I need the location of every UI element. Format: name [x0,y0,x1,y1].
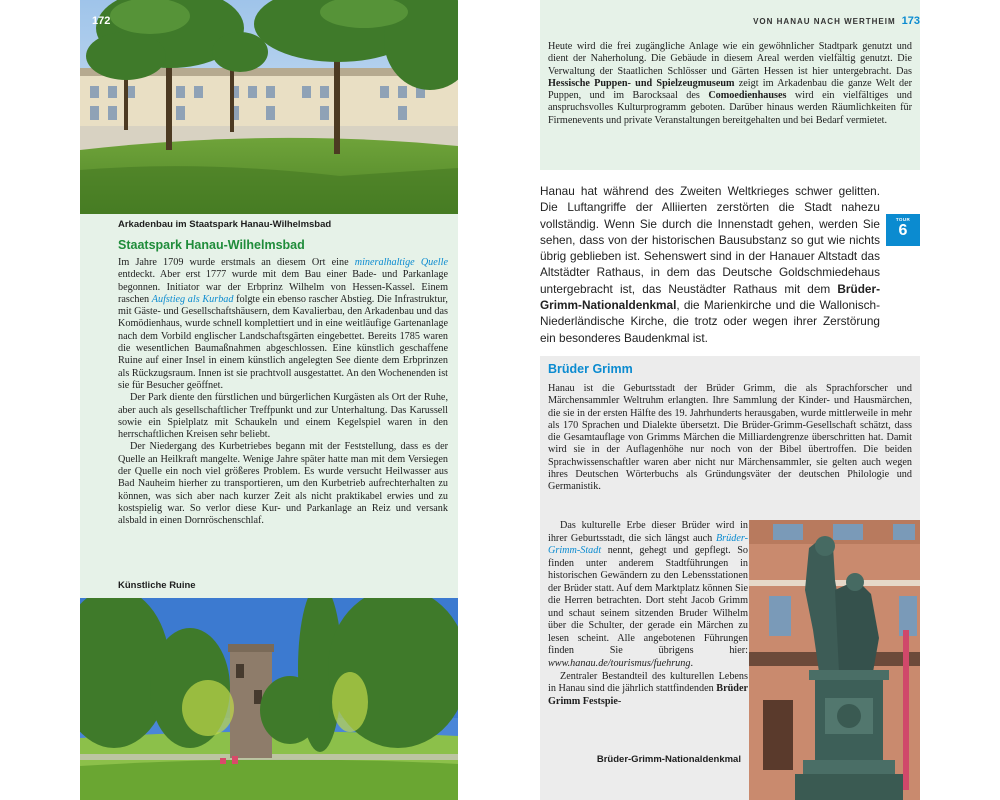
left-page [80,0,460,800]
box-title-staatspark: Staatspark Hanau-Wilhelmsbad [118,238,305,252]
text-bold: Comoedienhauses [708,90,787,102]
main-text-hanau [540,183,880,346]
text-run: Im Jahre 1709 wurde erstmals an diesem Ort eine [118,257,355,268]
box-body-grimm-column [548,520,748,708]
paragraph [118,392,448,441]
box-body-continued [548,41,912,127]
text-run: Hanau hat während des Zweiten Weltkrieges schwer gelitten. Die Luftangriffe der Alliierten zerstörten die Stadt nahezu vollständig. Wenn Sie durch die Innenstadt gehen, werden Sie sehen, dass von der historischen Bausubstanz so gut wie nichts übrig geblieben ist. Sehenswert sind in der Hanauer Altstadt das Altstädter Rathaus, in dem das Deutsche Goldschmiedehaus untergebracht ist, das Neustädter Rathaus mit dem [540,184,880,296]
text-run: wird ein vielfältiges und anspruchsvolles Kulturprogramm geboten. Darüber hinaus werden Räumlichkeiten für Firmenevents und private Veranstaltungen bereitgehalten und bei Bedarf vermietet. [548,90,912,126]
page-number: 172 [92,15,111,27]
text-run: Der Park diente den fürstlichen und bürgerlichen Kurgästen als Ort der Ruhe, aber auch als gesellschaftlicher Treffpunkt und zur Unterhaltung. Das Karussell sowie ein Spielplatz mit Schaukeln und einem Kegelspiel waren in den herrschaftlichen Kreisen sehr beliebt. [118,392,448,441]
running-header-text: VON HANAU NACH WERTHEIM [753,17,896,26]
text-run: Heute wird die frei zugängliche Anlage wie ein gewöhnlicher Stadtpark genutzt und dient der Naherholung. Die Gebäude in diesem Areal werden vielfältig genutzt. Die Verwaltung der Staatlichen Schlösser und Gärten Hessen ist hier untergebracht. Das [548,41,912,77]
photo-grimm-denkmal [749,520,920,800]
paragraph [548,520,748,671]
text-run: zeigt im Arkadenbau die ganze Welt der Puppen, und im Barocksaal des [548,77,912,102]
running-header [540,15,920,27]
paragraph [118,257,448,392]
box-title-brueder-grimm: Brüder Grimm [548,362,633,376]
right-page [540,0,920,800]
text-run: nennt, gehegt und gepflegt. So finden unter anderem Stadtführungen in historischen Gewändern zu den Lebensstationen der Brüder statt. Auf dem Marktplatz können Sie die Herren betrachten. Dort steht Jacob Grimm und schaut seinem sitzenden Bruder Wilhelm über die Schulter, der gerade ein Märchen zu lesen scheint. Alle angebotenen Führungen finden Sie übrigens hier: [548,545,748,657]
text-run: Das kulturelle Erbe dieser Brüder wird in ihrer Geburtsstadt, die sich längst auch [548,520,748,544]
page-number: 173 [901,15,920,27]
photo-kuenstliche-ruine [80,598,458,800]
paragraph [548,671,748,709]
text-run: Hanau ist die Geburtsstadt der Brüder Grimm, die als Sprachforscher und Märchensammler Weltruhm erlangten. Ihre Sammlung der Kinder- und Hausmärchen, die sie in der ersten Hälfte des 19. Jahrhunderts herausgaben, wurde mittlerweile in mehr als 170 Sprachen und Dialekte übersetzt. Die Brüder-Grimm-Gesellschaft schätzt, dass die Gesamtauflage von Grimms Märchen die Milliardengrenze überschritten hat. Damit wird sie in der Auflagenhöhe nur noch von der Bibel übertroffen. Die beiden Sprachwissenschaftler waren aber nicht nur Märchensammler, sie gelten auch wegen ihres Deutschen Wörterbuchs als Gründungsväter der deutschen Philologie und Germanistik. [548,383,912,493]
tour-tab-number: 6 [898,222,908,239]
photo-caption-ruine: Künstliche Ruine [118,580,196,591]
text-run: folgte ein ebenso rascher Abstieg. Die Infrastruktur, mit Gäste- und Gesellschaftshäusern, dem Kavalierbau, den Arkadenbau und das Komödienhaus, wurde schnell komplettiert und in eine weitläufige Gartenanlage nach dem Vorbild englischer Landschaftsgärten eingebettet. Bereits 1785 waren die wesentlichen Baumaßnahmen abgeschlossen. Eine künstlich geschaffene Ruine auf einer Insel in einem künstlich angelegten See diente dem Erbprinzen als Rückzugsraum. Innen ist sie prachtvoll ausgestattet. An den Wochenenden ist sie für Besucher geöffnet. [118,293,448,391]
text-highlight: mineralhaltige Quelle [354,257,448,268]
text-run: Der Niedergang des Kurbetriebes begann mit der Feststellung, dass es der Quelle an Heilkraft mangelte. Wenige Jahre später hatte man mit dem Versiegen der Quelle ein noch viel größeres Problem. Es wurde versucht Heilwasser aus Bad Nauheim hierher zu transportieren, um den Kurbetrieb aufrechterhalten zu können, was sich aber nach kurzer Zeit als nicht praktikabel erwies und zu kostspielig war. So verlor diese Kur- und Parkanlage an Reiz und versank alsbald in einen Dornröschenschlaf. [118,441,448,527]
text-bold: Brüder Grimm Festspie- [548,683,748,707]
text-bold: Brüder-Grimm-Nationaldenkmal [540,281,880,313]
text-run: entdeckt. Aber erst 1777 wurde mit dem Bau einer Bade- und Parkanlage begonnen. Initiator war der Erbprinz Wilhelm von Hessen-Kassel. Einem raschen [118,269,448,305]
photo-arkadenbau [80,0,458,214]
tour-tab [886,214,920,246]
text-bold: Hessische Puppen- und Spielzeugmuseum [548,77,735,89]
photo-caption-arkadenbau: Arkadenbau im Staatspark Hanau-Wilhelmsbad [118,219,332,230]
text-run: , die Marienkirche und die Wallonisch-Niederländische Kirche, die trotz oder wegen ihrer Zerstörung ein besonderes Baudenkmal ist. [540,298,880,345]
info-box-brueder-grimm [540,356,920,800]
tour-tab-label: TOUR [895,217,911,222]
box-body-staatspark [118,257,448,528]
paragraph [118,441,448,527]
paragraph [540,183,880,346]
text-highlight: Aufstieg als Kurbad [151,293,234,305]
box-body-grimm-intro [548,383,912,494]
text-run: www.hanau.de/tourismus/fuehrung [548,658,691,670]
text-highlight: Brüder-Grimm-Stadt [548,532,748,557]
info-box-staatspark [80,214,458,598]
text-run: . [690,658,693,670]
photo-caption-grimm-denkmal: Brüder-Grimm-Nationaldenkmal [596,754,741,765]
text-run: Zentraler Bestandteil des kulturellen Lebens in Hanau sind die jährlich stattfindenden [548,670,748,695]
